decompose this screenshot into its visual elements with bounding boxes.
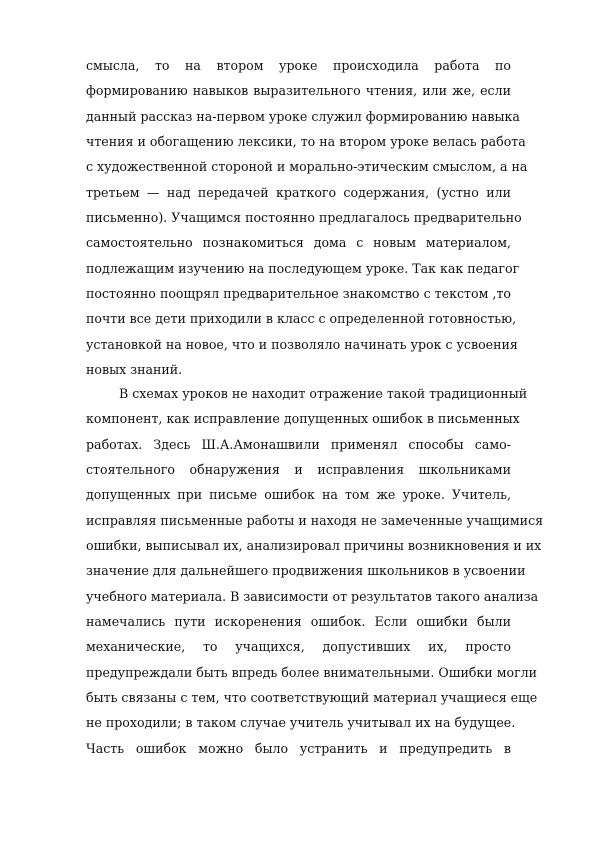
text-line: новых знаний.: [86, 362, 183, 378]
text-line: намечались пути искоренения ошибок. Если ошибки были: [86, 614, 511, 630]
text-line: формированию навыков выразительного чтения, или же, если: [86, 83, 511, 99]
text-line: подлежащим изучению на последующем уроке. Так как педагог: [86, 260, 520, 276]
text-line: предупреждали быть впредь более внимательными. Ошибки могли: [86, 664, 538, 680]
text-line: механические, то учащихся, допустивших их, просто: [86, 639, 511, 655]
text-line: В схемах уроков не находит отражение такой традиционный: [119, 386, 528, 401]
text-line: постоянно поощрял предварительное знакомство с текстом ,то: [86, 286, 511, 302]
paragraph-1: [86, 53, 528, 382]
text-line: чтения и обогащению лексики, то на втором уроке велась работа: [86, 134, 526, 150]
text-line: почти все дети приходили в класс с определенной готовностью,: [86, 311, 517, 327]
text-line: допущенных при письме ошибок на том же уроке. Учитель,: [86, 487, 511, 503]
text-line: Часть ошибок можно было устранить и предупредить в: [86, 740, 511, 756]
text-line: ошибки, выписывал их, анализировал причины возникновения и их: [86, 538, 542, 554]
text-line: данный рассказ на-первом уроке служил формированию навыка: [86, 108, 520, 124]
text-line: работах. Здесь Ш.А.Амонашвили применял способы само-: [86, 436, 511, 452]
paragraph-2: [86, 381, 544, 761]
text-line: исправляя письменные работы и находя не замеченные учащимися: [86, 512, 544, 528]
text-line: смысла, то на втором уроке происходила работа по: [86, 58, 511, 73]
text-line: третьем — над передачей краткого содержания, (устно или: [86, 184, 511, 200]
text-line: самостоятельно познакомиться дома с новым материалом,: [86, 235, 511, 251]
text-line: значение для дальнейшего продвижения школьников в усвоении: [86, 563, 526, 579]
text-line: учебного материала. В зависимости от результатов такого анализа: [86, 588, 539, 604]
text-line: стоятельного обнаружения и исправления школьниками: [86, 462, 511, 478]
text-line: письменно). Учащимся постоянно предлагалось предварительно: [86, 210, 522, 226]
text-line: быть связаны с тем, что соответствующий материал учащиеся еще: [86, 690, 538, 706]
text-line: компонент, как исправление допущенных ошибок в письменных: [86, 411, 520, 427]
text-line: с художественной стороной и морально-этическим смыслом, а на: [86, 159, 528, 175]
text-line: установкой на новое, что и позволяло начинать урок с усвоения: [86, 336, 518, 352]
text-line: не проходили; в таком случае учитель учитывал их на будущее.: [86, 715, 516, 731]
